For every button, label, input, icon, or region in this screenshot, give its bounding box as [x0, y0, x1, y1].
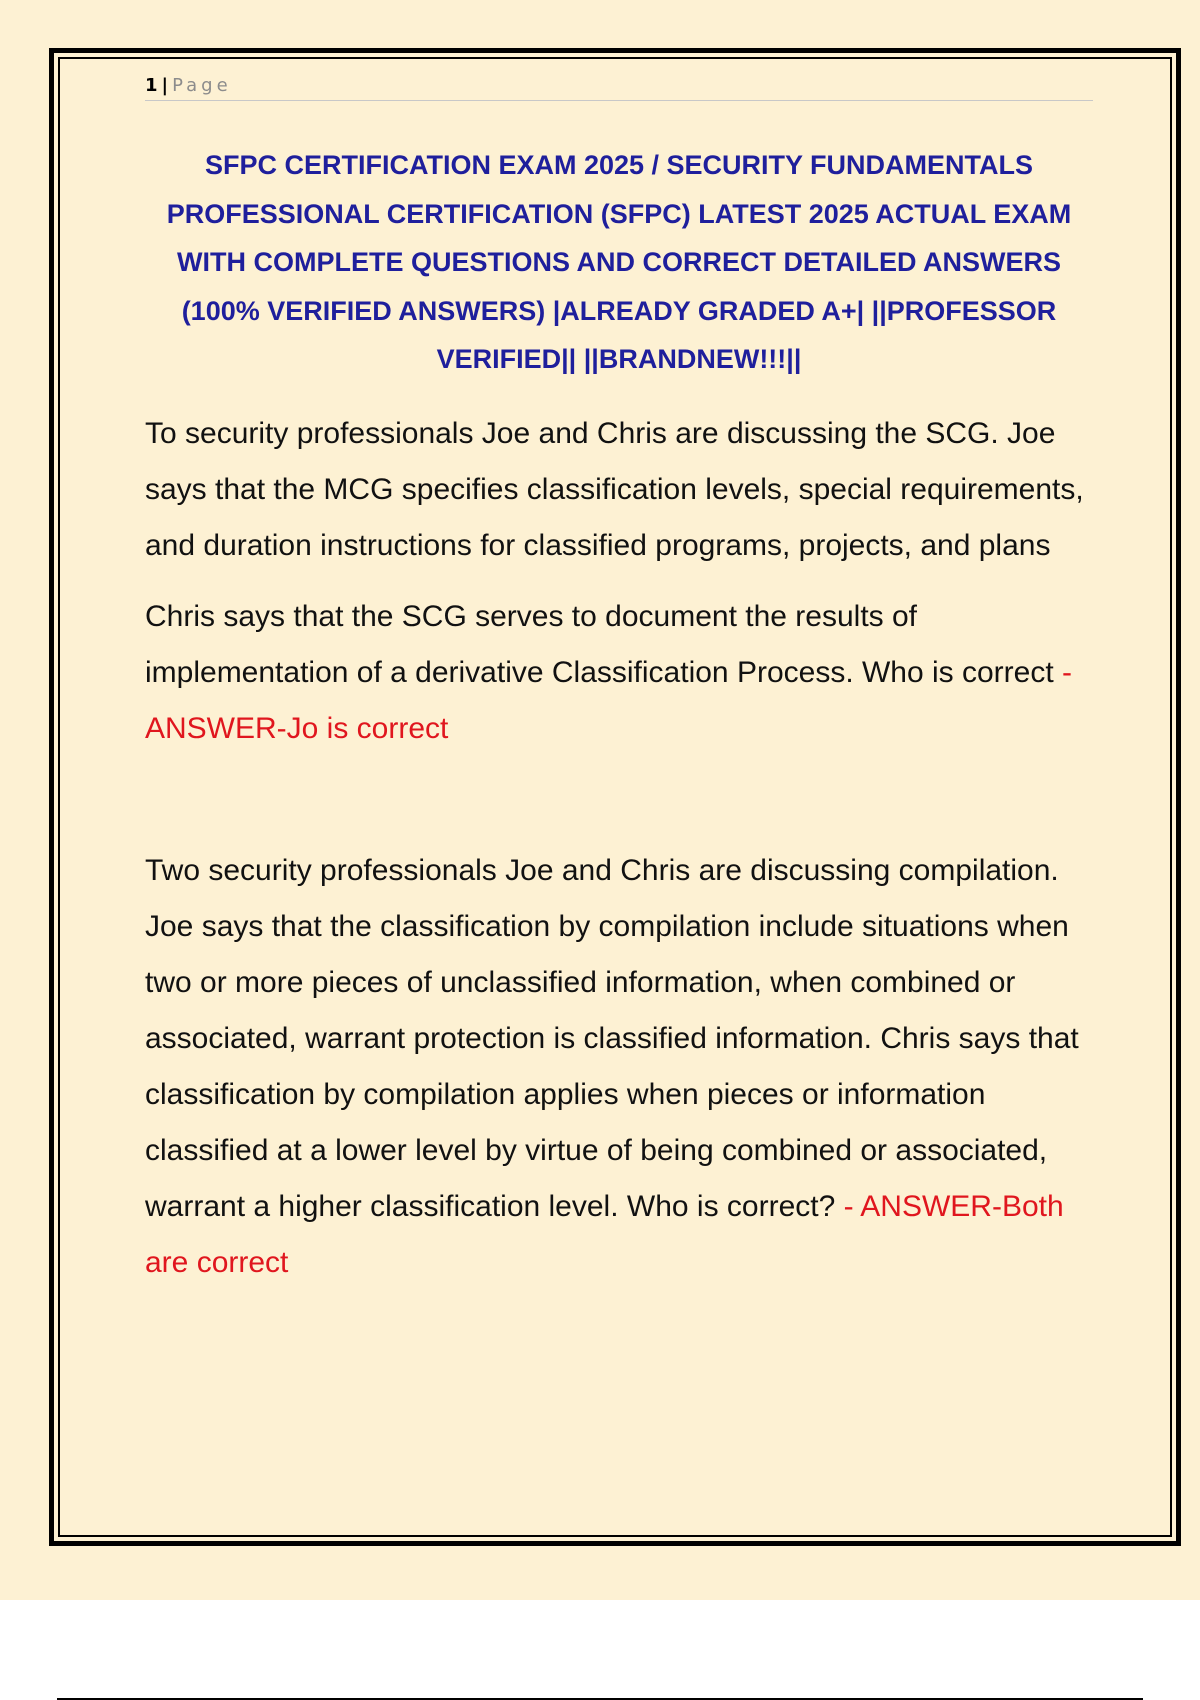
page-number: 1: [145, 75, 158, 96]
document-title: SFPC CERTIFICATION EXAM 2025 / SECURITY FUNDAMENTALS PROFESSIONAL CERTIFICATION (SFPC) LATEST 2025 ACTUAL EXAM WITH COMPLETE QUESTIONS AND CORRECT DETAILED ANSWERS (100% VERIFIED ANSWERS) |ALREADY GRADED A+| ||PROFESSOR VERIFIED|| ||BRANDNEW!!!||: [166, 150, 1072, 374]
page-label: Page: [172, 75, 232, 96]
page-header: [145, 72, 1093, 101]
question-1-text: Chris says that the SCG serves to document the results of implementation of a derivative Classification Process. Who is correct: [145, 599, 1054, 689]
question-2: [145, 843, 1093, 1291]
question-1-paragraph-2: [145, 589, 1093, 757]
document-content: [145, 72, 1093, 1291]
question-1-paragraph-1: To security professionals Joe and Chris are discussing the SCG. Joe says that the MCG specifies classification levels, special requirements, and duration instructions for classified programs, projects, and plans: [145, 416, 1084, 562]
question-2-text: Two security professionals Joe and Chris are discussing compilation. Joe says that the classification by compilation include situations when two or more pieces of unclassified information, when combined or associated, warrant protection is classified information. Chris says that classification by compilation applies when pieces or information classified at a lower level by virtue of being combined or associated, warrant a higher classification level. Who is correct?: [145, 853, 1079, 1223]
page-header-separator: |: [161, 75, 169, 96]
question-1-answer: - ANSWER-Jo is correct: [145, 655, 1073, 745]
question-2-answer: - ANSWER-Both are correct: [145, 1189, 1064, 1279]
